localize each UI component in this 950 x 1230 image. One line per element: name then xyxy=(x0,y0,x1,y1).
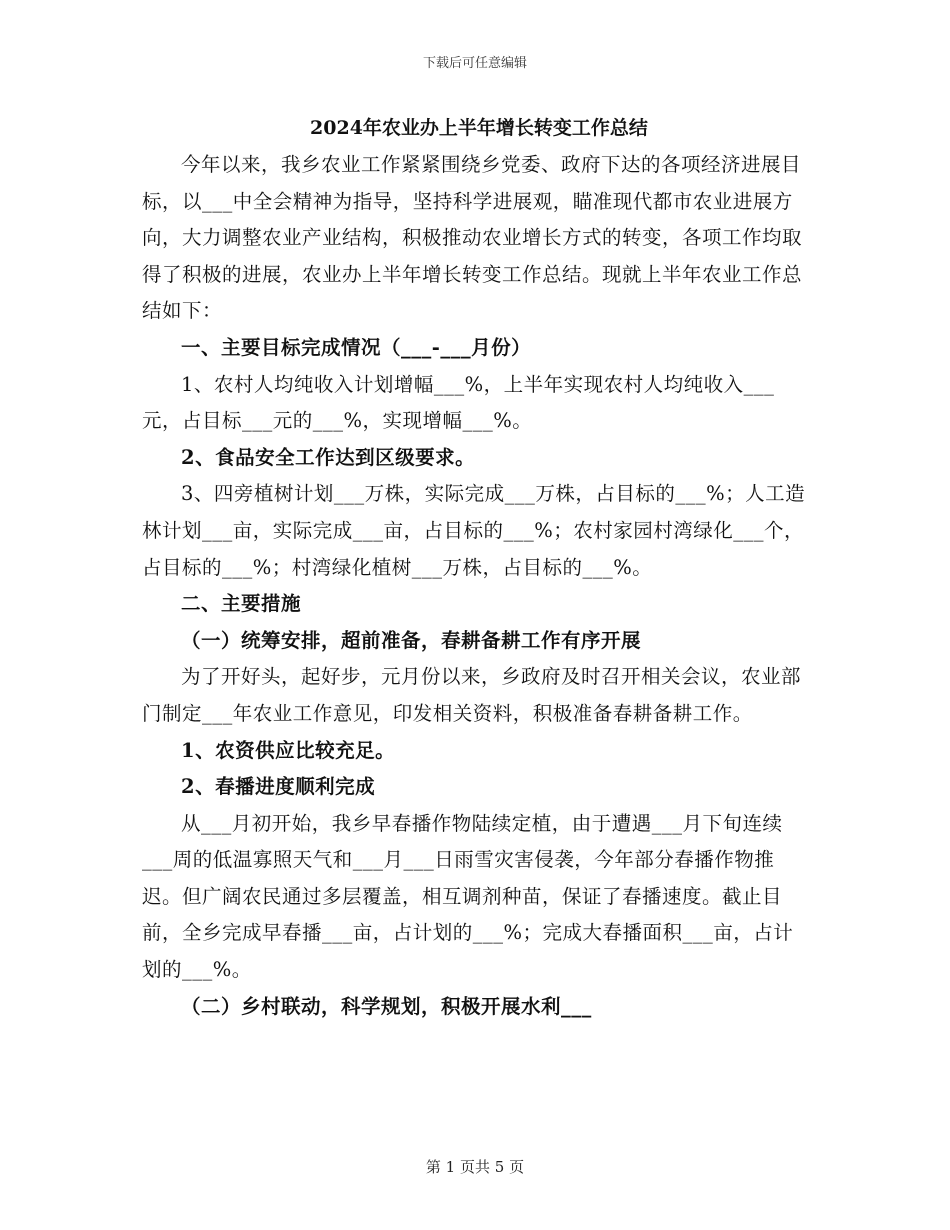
subheading-spring-plowing: （一）统筹安排，超前准备，春耕备耕工作有序开展 xyxy=(181,628,642,652)
section-heading-measures: 二、主要措施 xyxy=(181,592,302,616)
paragraph-sowing-progress: 从___月初开始，我乡早春播作物陆续定植，由于遭遇___月下旬连续___周的低温寡照天气和___月___日雨雪灾害侵袭，今年部分春播作物推迟。但广阔农民通过多层覆盖，相互调剂种苗，保证了春播速度。截止目前，全乡完成早春播___亩，占计划的___%；完成大春播面积___亩，占计划的___%。 xyxy=(142,811,794,982)
document-body xyxy=(142,111,810,1025)
heading-spring-sowing: 2、春播进度顺利完成 xyxy=(181,775,376,799)
heading-food-safety: 2、食品安全工作达到区级要求。 xyxy=(181,445,476,469)
paragraph-afforestation: 3、四旁植树计划___万株，实际完成___万株，占目标的___%；人工造林计划___亩，实际完成___亩，占目标的___%；农村家园村湾绿化___个，占目标的___%；村湾绿化植树___万株，占目标的___%。 xyxy=(142,482,806,579)
paragraph-intro: 今年以来，我乡农业工作紧紧围绕乡党委、政府下达的各项经济进展目标，以___中全会精神为指导，坚持科学进展观，瞄准现代都市农业进展方向，大力调整农业产业结构，积极推动农业增长方式的转变，各项工作均取得了积极的进展，农业办上半年增长转变工作总结。现就上半年农业工作总结如下： xyxy=(142,153,803,323)
paragraph-preparation: 为了开好头，起好步，元月份以来，乡政府及时召开相关会议，农业部门制定___年农业工作意见，印发相关资料，积极准备春耕备耕工作。 xyxy=(142,665,802,725)
subheading-water-conservancy: （二）乡村联动，科学规划，积极开展水利___ xyxy=(181,994,592,1018)
heading-supplies: 1、农资供应比较充足。 xyxy=(181,738,396,762)
document-title: 2024年农业办上半年增长转变工作总结 xyxy=(310,117,648,139)
section-heading-goals: 一、主要目标完成情况（___-___月份） xyxy=(181,335,532,359)
page-header: 下载后可任意编辑 xyxy=(422,56,527,71)
paragraph-income: 1、农村人均纯收入计划增幅___%，上半年实现农村人均纯收入___元，占目标___元的___%，实现增幅___%。 xyxy=(142,372,775,433)
page-footer: 第 1 页共 5 页 xyxy=(425,1158,525,1176)
